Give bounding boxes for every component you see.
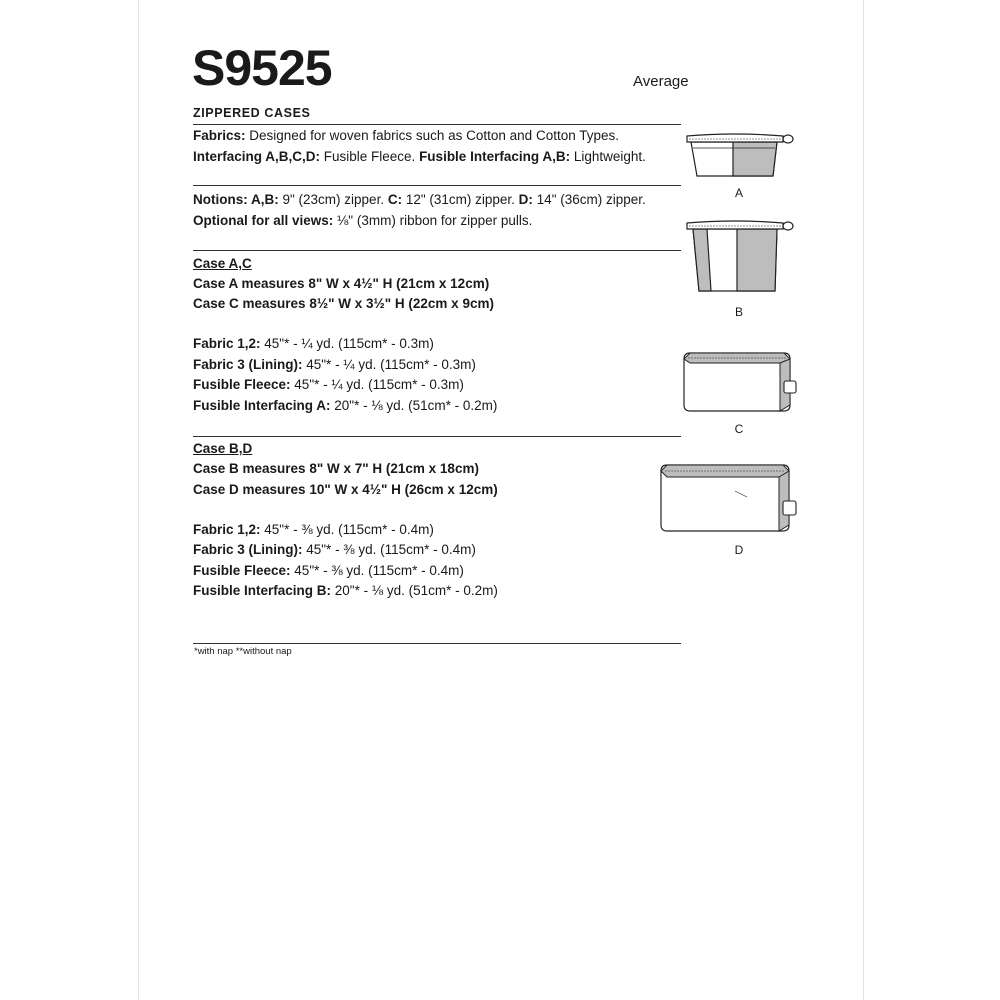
yardage-value: 45"* - ⅜ yd. (115cm* - 0.4m) <box>302 542 476 557</box>
optional-label: Optional for all views: <box>193 213 334 228</box>
yardage-label: Fabric 3 (Lining): <box>193 542 303 557</box>
view-a-label: A <box>734 186 743 200</box>
divider-rule <box>193 124 681 125</box>
yardage-row <box>193 397 497 415</box>
case-a-measurement: Case A measures 8" W x 4½" H (21cm x 12cm) <box>193 276 490 291</box>
case-ac-heading: Case A,C <box>193 256 252 271</box>
yardage-label: Fabric 3 (Lining): <box>193 357 303 372</box>
yardage-value: 45"* - ⅜ yd. (115cm* - 0.4m) <box>290 563 464 578</box>
yardage-row <box>193 356 476 374</box>
yardage-value: 20"* - ⅛ yd. (51cm* - 0.2m) <box>330 398 498 413</box>
case-d-measurement: Case D measures 10" W x 4½" H (26cm x 12cm) <box>193 482 498 497</box>
case-bd-heading: Case B,D <box>193 441 253 456</box>
view-d-label: D <box>734 543 744 557</box>
notions-text-d: 14" (36cm) zipper. <box>532 192 646 207</box>
case-c-measurement: Case C measures 8½" W x 3½" H (22cm x 9cm) <box>193 296 494 311</box>
fabrics-line <box>193 127 619 145</box>
interfacing-line <box>193 148 646 166</box>
view-b-label: B <box>734 305 743 319</box>
yardage-label: Fusible Interfacing B: <box>193 583 332 598</box>
yardage-label: Fabric 1,2: <box>193 522 261 537</box>
divider-rule <box>193 643 681 644</box>
yardage-value: 45"* - ¼ yd. (115cm* - 0.3m) <box>260 336 434 351</box>
pattern-number: S9525 <box>192 40 332 96</box>
fusible-interfacing-text: Lightweight. <box>570 149 646 164</box>
yardage-value: 45"* - ⅜ yd. (115cm* - 0.4m) <box>260 522 434 537</box>
notions-text-ab: 9" (23cm) zipper. <box>278 192 388 207</box>
interfacing-text: Fusible Fleece. <box>320 149 420 164</box>
notions-c-label: C: <box>387 192 403 207</box>
view-c-label: C <box>734 422 744 436</box>
notions-label: Notions: A,B: <box>193 192 279 207</box>
notions-line <box>193 191 646 209</box>
fusible-interfacing-label: Fusible Interfacing A,B: <box>419 149 571 164</box>
view-d-illustration <box>655 455 805 535</box>
view-a-illustration <box>685 128 795 178</box>
divider-rule <box>193 250 681 251</box>
notions-text-c: 12" (31cm) zipper. <box>402 192 519 207</box>
yardage-label: Fabric 1,2: <box>193 336 261 351</box>
view-b-illustration <box>685 215 795 295</box>
yardage-label: Fusible Fleece: <box>193 377 291 392</box>
yardage-label: Fusible Interfacing A: <box>193 398 331 413</box>
skill-level: Average <box>633 73 689 90</box>
case-b-measurement: Case B measures 8" W x 7" H (21cm x 18cm) <box>193 461 479 476</box>
interfacing-label: Interfacing A,B,C,D: <box>193 149 321 164</box>
fabrics-text: Designed for woven fabrics such as Cotton and Cotton Types. <box>245 128 619 143</box>
divider-rule <box>193 436 681 437</box>
yardage-label: Fusible Fleece: <box>193 563 291 578</box>
divider-rule <box>193 185 681 186</box>
view-c-illustration <box>680 345 805 415</box>
notions-d-label: D: <box>518 192 533 207</box>
fabrics-label: Fabrics: <box>193 128 246 143</box>
yardage-row <box>193 582 498 600</box>
footnote: *with nap **without nap <box>194 646 292 657</box>
yardage-row <box>193 335 434 353</box>
yardage-value: 45"* - ¼ yd. (115cm* - 0.3m) <box>290 377 464 392</box>
yardage-row <box>193 562 464 580</box>
yardage-row <box>193 541 476 559</box>
yardage-row <box>193 376 464 394</box>
optional-text: ⅛" (3mm) ribbon for zipper pulls. <box>333 213 533 228</box>
yardage-value: 45"* - ¼ yd. (115cm* - 0.3m) <box>302 357 476 372</box>
optional-line <box>193 212 532 230</box>
yardage-value: 20"* - ⅛ yd. (51cm* - 0.2m) <box>331 583 498 598</box>
pattern-subtitle: ZIPPERED CASES <box>193 106 311 120</box>
yardage-row <box>193 521 434 539</box>
